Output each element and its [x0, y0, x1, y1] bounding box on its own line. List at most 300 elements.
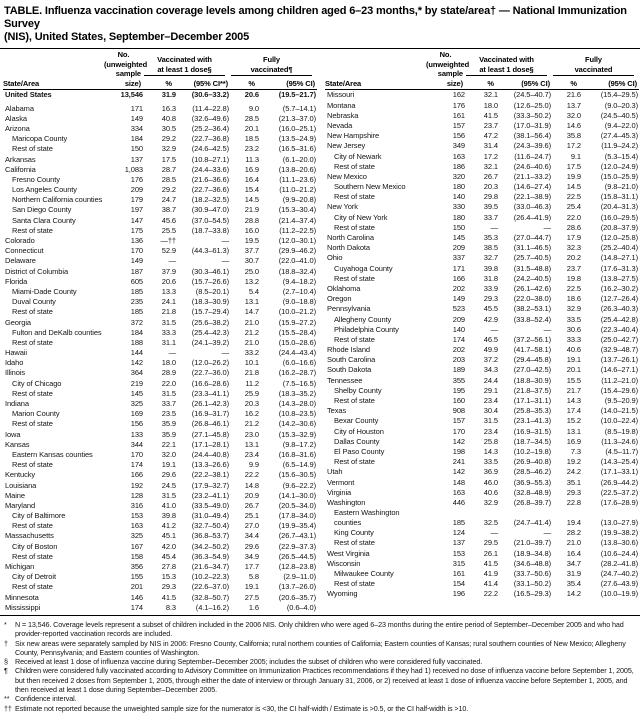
pct-dose1-cell: 38.7	[161, 205, 176, 215]
ci-dose1-cell: (18.3–30.9)	[191, 297, 229, 307]
ci-dose1-cell: (29.4–45.8)	[513, 355, 551, 365]
state-area-cell: New York	[327, 202, 358, 212]
state-area-cell: King County	[334, 528, 374, 538]
pct-dose1-cell: 47.2	[483, 131, 498, 141]
ci-dose1-cell: (18.8–30.9)	[513, 375, 551, 385]
sample-size-cell: 186	[452, 161, 465, 171]
pct-fully-cell: 21.2	[244, 419, 259, 429]
pct-dose1-cell: 30.4	[483, 406, 498, 416]
sample-size-cell: 184	[130, 327, 143, 337]
ci-fully-cell: (24.5–40.5)	[600, 110, 638, 120]
ci-fully-cell: (22.0–41.0)	[278, 256, 316, 266]
sample-size-cell: 209	[452, 243, 465, 253]
table-row	[325, 467, 639, 477]
table-row	[325, 304, 639, 314]
state-area-cell: Santa Clara County	[12, 215, 76, 225]
table-row	[325, 182, 639, 192]
ci-fully-cell: (19.9–35.4)	[278, 521, 316, 531]
table-row	[3, 481, 317, 491]
ci-fully-cell: (11.3–24.6)	[601, 436, 638, 446]
table-row	[3, 256, 317, 266]
ci-fully-cell: (4.5–11.7)	[605, 446, 638, 456]
pct-fully-cell: 19.5	[244, 236, 259, 245]
ci-fully-cell: (19.9–38.2)	[600, 528, 638, 538]
ci-fully-cell: (9.9–20.8)	[282, 195, 316, 205]
pct-dose1-cell: 32.9	[483, 497, 498, 507]
sample-size-cell: 180	[452, 182, 465, 192]
sample-size-cell: 192	[130, 480, 143, 490]
ci-dose1-cell: (14.6–27.4)	[513, 182, 551, 192]
pct-fully-cell: 14.7	[244, 307, 259, 317]
pct-fully-cell: 14.2	[566, 589, 581, 599]
sample-size-cell: 142	[452, 436, 465, 446]
pct-fully-cell: 15.2	[566, 416, 581, 426]
pct-dose1-cell: 20.3	[483, 182, 498, 192]
ci-dose1-cell: (23.2–41.1)	[191, 490, 229, 500]
state-area-cell: New Hampshire	[327, 131, 380, 141]
pct-fully-cell: 17.2	[566, 141, 581, 151]
ci-dose1-cell: (26.1–42.6)	[513, 283, 551, 293]
sample-size-cell: 158	[130, 551, 143, 561]
ci-fully-cell: (13.8–30.6)	[600, 538, 638, 548]
pct-fully-cell: 34.4	[244, 531, 259, 541]
ci-fully-cell: (9.8–21.0)	[604, 182, 638, 192]
pct-fully-cell: 1.6	[248, 602, 259, 612]
footnote-marker: *	[4, 619, 7, 629]
sample-size-cell: 185	[130, 307, 143, 317]
pct-dose1-cell: 26.7	[483, 171, 498, 181]
ci-dose1-cell: (18.7–33.8)	[191, 225, 229, 235]
ci-fully-cell: (10.0–22.4)	[600, 416, 638, 426]
sample-size-cell: 219	[130, 378, 143, 388]
sample-size-cell: 166	[452, 273, 465, 283]
pct-fully-cell: 19.1	[244, 582, 259, 592]
pct-dose1-cell: 13.3	[161, 286, 176, 296]
sample-size-cell: 166	[130, 470, 143, 480]
state-area-cell: Milwaukee County	[334, 568, 394, 578]
state-area-cell: City of Boston	[12, 541, 58, 551]
table-row	[3, 90, 317, 104]
pct-fully-cell: 28.6	[566, 222, 581, 232]
table-row	[325, 213, 639, 223]
table-row	[3, 338, 317, 348]
state-area-cell: Bexar County	[334, 416, 379, 426]
table-row	[3, 603, 317, 613]
pct-dose1-cell: 22.1	[161, 439, 176, 449]
ci-fully-cell: (5.7–14.1)	[282, 103, 316, 113]
pct-fully-cell: 30.7	[244, 256, 259, 266]
sample-size-cell: 137	[130, 154, 143, 164]
pct-fully-cell: 33.3	[566, 334, 581, 344]
pct-fully-cell: 14.3	[566, 396, 581, 405]
pct-fully-cell: 20.9	[244, 490, 259, 500]
ci-fully-cell: (13.0–27.9)	[600, 517, 638, 527]
pct-dose1-cell: 34.3	[483, 365, 498, 375]
table-row	[3, 491, 317, 501]
state-area-cell: City of Houston	[334, 426, 384, 436]
table-row	[325, 437, 639, 447]
pct-fully-cell: 14.5	[244, 195, 259, 205]
footnotes	[4, 620, 636, 713]
ci-fully-cell: (15.0–25.9)	[600, 171, 638, 181]
pct-dose1-cell: 40.8	[161, 113, 176, 123]
pct-fully-cell: 10.1	[244, 358, 259, 368]
pct-dose1-cell: 29.2	[161, 134, 176, 144]
pct-dose1-cell: 22.0	[161, 378, 176, 388]
ci-fully-cell: (17.6–28.9)	[600, 497, 638, 507]
pct-dose1-cell: 49.9	[483, 345, 498, 355]
state-area-header: State/Area	[325, 50, 426, 90]
table-row	[3, 531, 317, 541]
ci-dose1-cell: (24.2–40.5)	[513, 273, 551, 283]
ci-fully-cell: (29.9–46.2)	[278, 246, 316, 256]
ci-dose1-cell: —	[221, 256, 229, 266]
ci-fully-cell: (21.4–37.4)	[278, 215, 316, 225]
ci-fully-cell: (6.5–14.9)	[282, 460, 316, 470]
table-row	[325, 427, 639, 437]
pct-dose1-cell: 32.9	[161, 144, 176, 154]
pct-dose1-cell: 20.6	[161, 276, 176, 286]
pct-fully-cell: 34.7	[566, 558, 581, 568]
table-row	[3, 175, 317, 185]
ci-fully-cell: (24.7–40.2)	[600, 568, 638, 578]
table-row	[325, 152, 639, 162]
table-row	[3, 430, 317, 440]
ci-dose1-cell: (30.3–46.1)	[191, 266, 229, 276]
pct-dose1-cell: 33.3	[161, 327, 176, 337]
state-area-cell: California	[5, 164, 36, 174]
table-row	[3, 501, 317, 511]
footnote-marker: ¶	[4, 666, 8, 676]
footnote: † Six new areas were separately sampled by NIS in 2006: Fresno County, California; rural northern counties of California; Eastern counties of Kansas; rural southern counties of New Mexico; Allegheny County, Pennsylvania; and Eastern counties of Washington.	[4, 638, 626, 657]
pct-fully-cell: 35.8	[566, 131, 581, 141]
pct-dose1-cell: 41.9	[483, 568, 498, 578]
table-row	[325, 478, 639, 488]
sample-size-cell: 153	[452, 548, 465, 558]
pct-fully-cell: 19.4	[566, 517, 581, 527]
state-area-cell: Duval County	[12, 297, 56, 307]
sample-size-cell: 136	[130, 236, 143, 245]
pct-fully-cell: 7.3	[570, 446, 581, 456]
pct-fully-cell: 22.5	[566, 283, 581, 293]
pct-fully-cell: 23.2	[244, 144, 259, 154]
pct-dose1-cell: 14.3	[483, 446, 498, 456]
sample-size-cell: 150	[452, 222, 465, 232]
ci-fully-cell: (10.8–23.5)	[278, 409, 316, 419]
pct-fully-cell: 21.6	[566, 90, 581, 100]
sample-size-cell: 145	[452, 233, 465, 242]
sample-size-cell: 163	[452, 151, 465, 161]
ci-dose1-cell: (26.1–42.3)	[191, 399, 229, 408]
pct-dose1-cell: 19.1	[161, 460, 176, 470]
pct-fully-cell: 19.2	[566, 457, 581, 467]
ci-fully-cell: (16.5–31.6)	[278, 144, 316, 154]
table-body-left	[3, 90, 317, 613]
table-row	[3, 470, 317, 480]
pct-dose1-cell: 39.8	[483, 263, 498, 273]
pct-dose1-cell: —	[490, 528, 498, 538]
pct-fully-cell: 16.9	[566, 436, 581, 446]
pct-dose1-cell: 32.0	[161, 449, 176, 459]
state-area-cell: District of Columbia	[5, 266, 69, 276]
table-row	[325, 172, 639, 182]
ci-fully-cell: (25.2–40.4)	[600, 243, 638, 253]
pct-dose1-cell: 39.5	[483, 202, 498, 212]
state-area-cell: New Jersey	[327, 141, 366, 151]
sample-size-cell: 160	[452, 396, 465, 405]
pct-dose1-cell: 45.1	[161, 531, 176, 541]
state-area-cell: City of Baltimore	[12, 511, 66, 521]
state-area-cell: West Virginia	[327, 548, 370, 558]
ci-fully-cell: (16.0–29.5)	[600, 212, 638, 222]
table-row	[3, 236, 317, 246]
pct-fully-cell: 21.0	[244, 337, 259, 347]
sample-size-cell: 124	[452, 528, 465, 538]
coverage-tables	[0, 49, 640, 613]
ci-dose1-cell: (44.3–61.3)	[191, 246, 229, 256]
pct-fully-cell: 15.4	[244, 185, 259, 195]
ci-dose1-cell: (16.5–29.3)	[513, 589, 551, 599]
ci-dose1-cell: (16.9–31.5)	[513, 426, 551, 436]
state-area-cell: Wisconsin	[327, 558, 361, 568]
state-area-cell: Mississippi	[5, 602, 41, 612]
sample-size-cell: 161	[452, 110, 465, 120]
ci-fully-cell: (15.4–29.5)	[600, 90, 638, 100]
footnote-marker: **	[4, 694, 10, 704]
state-area-cell: North Dakota	[327, 243, 370, 253]
table-row	[325, 223, 639, 233]
pct-fully-cell: 16.4	[244, 174, 259, 184]
sample-size-header: No. (unweighted sample size)	[426, 50, 465, 90]
table-header-right	[325, 50, 639, 90]
footnote: †† Estimate not reported because the unweighted sample size for the numerator is <30, the CI half-width / Estimate is >0.5, or the CI half-width is >10.	[4, 703, 469, 713]
pct-dose1-cell: 23.5	[161, 409, 176, 419]
table-body-right	[325, 90, 639, 600]
pct-dose1-cell: 29.1	[483, 385, 498, 395]
sample-size-cell: 147	[130, 215, 143, 225]
sample-size-cell: 142	[130, 358, 143, 368]
ci-dose1-cell: (31.1–46.5)	[513, 243, 551, 253]
pct-dose1-cell: 24.5	[161, 480, 176, 490]
state-area-cell: Pennsylvania	[327, 304, 371, 314]
pct-fully-cell: 17.9	[566, 233, 581, 242]
sample-size-cell: 145	[130, 388, 143, 398]
sample-size-cell: 163	[452, 487, 465, 497]
sample-size-cell: 13,546	[120, 90, 143, 100]
pct-dose1-cell: 29.8	[483, 192, 498, 202]
pct-dose1-cell: 52.9	[161, 246, 176, 256]
pct-fully-cell: 34.9	[244, 551, 259, 561]
sample-size-cell: 149	[130, 113, 143, 123]
sample-size-cell: 203	[452, 355, 465, 365]
ci-fully-cell: (12.8–23.8)	[278, 562, 316, 571]
table-row	[3, 521, 317, 531]
table-row	[3, 399, 317, 409]
pct-dose1-cell: —††	[160, 236, 176, 245]
ci-fully-header: (95% CI)	[581, 76, 639, 90]
table-row	[325, 559, 639, 569]
ci-dose1-cell: (18.2–32.5)	[191, 195, 229, 205]
sample-size-cell: 179	[130, 195, 143, 205]
table-row	[3, 572, 317, 582]
table-row	[325, 569, 639, 579]
ci-dose1-cell: (10.2–19.8)	[513, 446, 551, 456]
ci-dose1-cell: —	[543, 324, 551, 334]
ci-dose1-cell: (38.1–56.4)	[513, 131, 551, 141]
ci-fully-cell: (8.5–19.8)	[604, 426, 638, 436]
ci-fully-cell: (22.3–40.4)	[600, 324, 638, 334]
ci-fully-cell: (20.5–34.0)	[278, 500, 316, 510]
ci-fully-cell: (17.1–33.1)	[600, 467, 638, 477]
table-row	[325, 131, 639, 141]
ci-fully-cell: (26.9–44.2)	[600, 477, 638, 487]
ci-dose1-cell: (15.7–29.4)	[191, 307, 229, 317]
pct-fully-cell: 22.0	[566, 212, 581, 222]
sample-size-cell: 198	[452, 446, 465, 456]
ci-fully-cell: (6.1–20.0)	[282, 154, 316, 164]
sample-size-cell: 137	[452, 538, 465, 548]
state-area-cell: Maine	[5, 490, 25, 500]
sample-size-cell: 163	[130, 521, 143, 531]
ci-dose1-cell: (22.7–36.0)	[191, 368, 229, 378]
sample-size-cell: 446	[452, 497, 465, 507]
ci-fully-cell: (13.7–26.1)	[600, 355, 638, 365]
pct-dose1-cell: 29.2	[161, 185, 176, 195]
pct-dose1-cell: 22.2	[483, 589, 498, 599]
ci-dose1-cell: (32.7–50.4)	[191, 521, 229, 531]
pct-dose1-cell: 17.5	[161, 154, 176, 164]
sample-size-cell: 142	[452, 467, 465, 477]
state-area-cell: Rest of state	[334, 273, 375, 283]
ci-fully-cell: (14.8–27.1)	[600, 253, 638, 263]
table-row	[3, 155, 317, 165]
sample-size-cell: 185	[130, 286, 143, 296]
ci-dose1-cell: (12.0–26.2)	[191, 358, 229, 368]
footnote-marker: ††	[4, 703, 12, 713]
sample-size-cell: 167	[130, 541, 143, 551]
table-row	[3, 460, 317, 470]
ci-dose1-cell: (26.9–40.8)	[513, 457, 551, 467]
pct-dose1-cell: 41.5	[483, 558, 498, 568]
state-area-cell: Florida	[5, 276, 28, 286]
ci-dose1-cell: (4.1–16.2)	[195, 602, 229, 612]
pct-dose1-cell: 31.5	[161, 317, 176, 327]
sample-size-cell: 156	[452, 131, 465, 141]
footnote: § Received at least 1 dose of influenza vaccine during September–December 2005; includes the subset of children who were considered fully vaccinated.	[4, 657, 483, 667]
ci-fully-cell: (26.7–43.1)	[278, 531, 316, 541]
state-area-cell: City of Detroit	[12, 572, 56, 582]
ci-dose1-cell: (26.4–41.9)	[513, 212, 551, 222]
pct-dose1-cell: 37.9	[161, 266, 176, 276]
table-row	[325, 447, 639, 457]
state-area-cell: Marion County	[12, 409, 60, 419]
coverage-table-right	[325, 50, 639, 599]
state-area-cell: Nevada	[327, 120, 353, 130]
ci-dose1-cell: (12.6–25.0)	[513, 100, 551, 110]
pct-dose1-cell: 24.7	[161, 195, 176, 205]
ci-fully-cell: (9.5–20.9)	[604, 396, 638, 405]
pct-fully-cell: 20.2	[566, 253, 581, 263]
pct-fully-cell: 17.5	[566, 161, 581, 171]
pct-fully-cell: 18.6	[566, 294, 581, 304]
state-area-cell: Rest of state	[334, 222, 375, 232]
ci-fully-cell: (9.8–17.2)	[282, 439, 316, 449]
table-row	[325, 386, 639, 396]
ci-fully-cell: (15.0–28.6)	[278, 337, 316, 347]
sample-size-cell: 149	[130, 256, 143, 266]
state-area-cell: Colorado	[5, 236, 35, 245]
table-row	[325, 335, 639, 345]
pct-fully-cell: 16.0	[244, 225, 259, 235]
state-area-cell: Maryland	[5, 500, 36, 510]
table-row	[3, 368, 317, 378]
ci-fully-cell: (27.6–43.9)	[600, 579, 638, 589]
ci-dose1-cell: (36.8–53.7)	[191, 531, 229, 541]
state-area-cell: City of New York	[334, 212, 388, 222]
state-area-cell: Utah	[327, 467, 343, 477]
state-area-cell: City of Chicago	[12, 378, 62, 388]
state-area-cell: Dallas County	[334, 436, 380, 446]
sample-size-cell: 184	[130, 134, 143, 144]
ci-fully-cell: (15.9–27.2)	[278, 317, 316, 327]
table-row	[325, 243, 639, 253]
table-row	[3, 144, 317, 154]
state-area-cell: Montana	[327, 100, 356, 110]
state-area-cell: Rest of state	[334, 334, 375, 344]
pct-fully-cell: 13.1	[244, 297, 259, 307]
ci-fully-cell: (24.4–43.4)	[278, 348, 316, 358]
coverage-table-left	[3, 50, 317, 613]
ci-fully-cell: (12.7–26.4)	[600, 294, 638, 304]
ci-fully-cell: (14.3–25.4)	[600, 457, 638, 467]
sample-size-cell: 355	[452, 375, 465, 385]
table-row	[325, 416, 639, 426]
ci-dose1-cell: (31.5–48.8)	[513, 263, 551, 273]
pct-fully-cell: 11.2	[245, 378, 259, 388]
pct-fully-cell: 16.9	[244, 164, 259, 174]
ci-dose1-cell: (18.9–34.8)	[513, 548, 551, 558]
pct-dose1-cell: 45.6	[161, 215, 176, 225]
pct-dose1-cell: 41.5	[161, 592, 176, 602]
ci-dose1-cell: (27.0–42.5)	[513, 365, 551, 375]
table-row	[3, 582, 317, 592]
state-area-cell: Connecticut	[5, 246, 44, 256]
table-row	[325, 488, 639, 498]
pct-dose1-cell: 29.3	[483, 294, 498, 304]
table-row	[325, 528, 639, 538]
ci-fully-cell: (14.6–27.1)	[600, 365, 638, 375]
sample-size-cell: 169	[130, 409, 143, 419]
sample-size-cell: 209	[130, 185, 143, 195]
pct-dose1-cell: 17.2	[483, 151, 498, 161]
state-area-cell: Philadelphia County	[334, 324, 399, 334]
state-area-cell: Massachusetts	[5, 531, 54, 541]
pct-fully-cell: 27.5	[244, 592, 259, 602]
ci-dose1-cell: (11.6–24.7)	[514, 151, 551, 161]
pct-dose1-cell: 33.5	[483, 457, 498, 467]
pct-dose1-cell: 21.8	[161, 307, 176, 317]
pct-fully-cell: 14.8	[244, 480, 259, 490]
pct-dose1-cell: 31.5	[161, 490, 176, 500]
state-area-cell: City of Newark	[334, 151, 382, 161]
pct-fully-cell: 24.2	[566, 467, 581, 477]
sample-size-cell: 349	[452, 141, 465, 151]
sample-size-cell: 188	[130, 337, 143, 347]
pct-dose1-cell: 45.4	[161, 551, 176, 561]
pct-dose1-cell: 18.0	[483, 100, 498, 110]
ci-fully-cell: (9.4–22.0)	[604, 120, 638, 130]
table-row	[3, 440, 317, 450]
